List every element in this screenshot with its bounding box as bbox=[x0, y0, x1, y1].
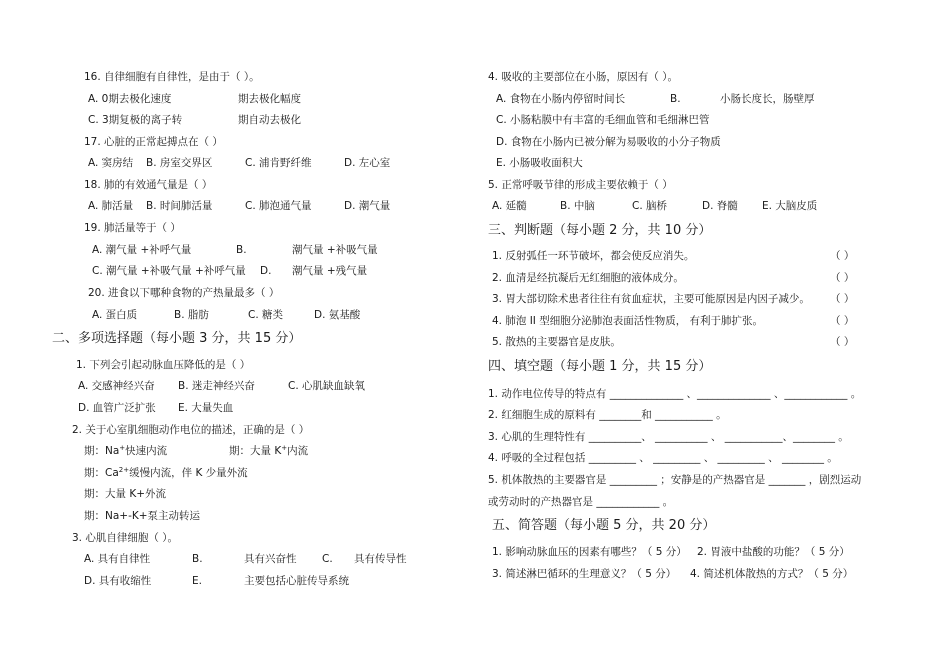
q19-option-b-label: B. bbox=[236, 244, 247, 256]
m5-option-b[interactable]: B. 中脑 bbox=[560, 200, 595, 212]
judge-item-3-answer[interactable]: （ ） bbox=[830, 293, 855, 305]
q17-option-c[interactable]: C. 浦肯野纤维 bbox=[245, 157, 312, 169]
m2-option-4[interactable]: 期：大量 K+外流 bbox=[84, 488, 167, 500]
fill-item-1[interactable]: 1. 动作电位传导的特点有 ______________ 、______________ 、____________ 。 bbox=[488, 388, 862, 400]
q19-option-a[interactable]: A. 潮气量 +补呼气量 bbox=[92, 244, 192, 256]
m2-option-1[interactable]: 期：Na+快速内流 bbox=[84, 444, 168, 457]
q18-option-c[interactable]: C. 肺泡通气量 bbox=[245, 200, 312, 212]
m5-option-e[interactable]: E. 大脑皮质 bbox=[762, 200, 818, 212]
short-answer-3: 3. 简述淋巴循环的生理意义？（ 5 分） bbox=[492, 568, 677, 580]
m3-option-b[interactable]: 具有兴奋性 bbox=[244, 553, 297, 565]
section3-heading: 三、判断题（每小题 2 分，共 10 分） bbox=[488, 223, 712, 238]
fill-item-5-continued[interactable]: 或劳动时的产热器官是 ____________ 。 bbox=[488, 496, 674, 508]
m5-option-c[interactable]: C. 脑桥 bbox=[632, 200, 668, 212]
q17-option-a[interactable]: A. 窦房结 bbox=[88, 157, 134, 169]
judge-item-4-answer[interactable]: （ ） bbox=[830, 315, 855, 327]
judge-item-5-text: 5. 散热的主要器官是皮肤。 bbox=[492, 336, 621, 348]
m4-option-e[interactable]: E. 小肠吸收面积大 bbox=[496, 157, 583, 169]
q17-option-d[interactable]: D. 左心室 bbox=[344, 157, 391, 169]
m3-option-c[interactable]: 具有传导性 bbox=[354, 553, 407, 565]
q18-stem: 18. 肺的有效通气量是（ ） bbox=[84, 179, 213, 191]
m5-stem: 5. 正常呼吸节律的形成主要依赖于（ ） bbox=[488, 179, 673, 191]
q17-option-b[interactable]: B. 房室交界区 bbox=[146, 157, 213, 169]
q18-option-d[interactable]: D. 潮气量 bbox=[344, 200, 391, 212]
m1-option-c[interactable]: C. 心肌缺血缺氧 bbox=[288, 380, 366, 392]
judge-item-2-answer[interactable]: （ ） bbox=[830, 272, 855, 284]
m2-stem: 2. 关于心室肌细胞动作电位的描述，正确的是（ ） bbox=[72, 424, 310, 436]
m4-option-b-label: B. bbox=[670, 93, 681, 105]
fill-item-4[interactable]: 4. 呼吸的全过程包括 _________ 、 _________ 、 _________ 、 ________ 。 bbox=[488, 452, 838, 464]
judge-item-3-text: 3. 胃大部切除术患者往往有贫血症状，主要可能原因是内因子减少。 bbox=[492, 293, 810, 305]
fill-item-5[interactable]: 5. 机体散热的主要器官是 _________ ；安静是的产热器官是 _______ ，剧烈运动 bbox=[488, 474, 862, 486]
q16-stem: 16. 自律细胞有自律性，是由于（ ）。 bbox=[84, 71, 260, 83]
section2-heading: 二、多项选择题（每小题 3 分，共 15 分） bbox=[52, 331, 302, 346]
judge-item-5-answer[interactable]: （ ） bbox=[830, 336, 855, 348]
section4-heading: 四、填空题（每小题 1 分，共 15 分） bbox=[488, 359, 712, 374]
judge-item-1-text: 1. 反射弧任一环节破坏，都会使反应消失。 bbox=[492, 250, 695, 262]
m4-option-c[interactable]: C. 小肠粘膜中有丰富的毛细血管和毛细淋巴管 bbox=[496, 114, 710, 126]
section5-heading: 五、简答题（每小题 5 分，共 20 分） bbox=[492, 518, 716, 533]
q19-option-d[interactable]: 潮气量 +残气量 bbox=[292, 265, 368, 277]
m3-option-e[interactable]: 主要包括心脏传导系统 bbox=[244, 575, 349, 587]
m4-option-a[interactable]: A. 食物在小肠内停留时间长 bbox=[496, 93, 626, 105]
m3-option-b-label: B. bbox=[192, 553, 203, 565]
m1-option-d[interactable]: D. 血管广泛扩张 bbox=[78, 402, 156, 414]
judge-item-1-answer[interactable]: （ ） bbox=[830, 250, 855, 262]
m3-stem: 3. 心肌自律细胞（ ）。 bbox=[72, 532, 178, 544]
m4-option-d[interactable]: D. 食物在小肠内已被分解为易吸收的小分子物质 bbox=[496, 136, 721, 148]
q16-option-b[interactable]: 期去极化幅度 bbox=[238, 93, 301, 105]
q19-option-b[interactable]: 潮气量 +补吸气量 bbox=[292, 244, 378, 256]
m4-stem: 4. 吸收的主要部位在小肠，原因有（ ）。 bbox=[488, 71, 678, 83]
m3-option-a[interactable]: A. 具有自律性 bbox=[84, 553, 151, 565]
m2-option-2[interactable]: 期：大量 K+内流 bbox=[229, 444, 309, 457]
m1-option-b[interactable]: B. 迷走神经兴奋 bbox=[178, 380, 255, 392]
m3-option-c-label: C. bbox=[322, 553, 333, 565]
q19-option-c[interactable]: C. 潮气量 +补吸气量 +补呼气量 bbox=[92, 265, 246, 277]
m1-option-e[interactable]: E. 大量失血 bbox=[178, 402, 234, 414]
m2-option-3[interactable]: 期：$Ca^{2+}$缓慢内流，伴 K 少量外流 bbox=[84, 466, 248, 479]
m1-option-a[interactable]: A. 交感神经兴奋 bbox=[78, 380, 155, 392]
short-answer-1: 1. 影响动脉血压的因素有哪些？（ 5 分） bbox=[492, 546, 687, 558]
q16-option-a[interactable]: A. 0期去极化速度 bbox=[88, 93, 172, 105]
q19-option-d-label: D. bbox=[260, 265, 272, 277]
q16-option-d[interactable]: 期自动去极化 bbox=[238, 114, 301, 126]
short-answer-4: 4. 简述机体散热的方式？（ 5 分） bbox=[690, 568, 854, 580]
m5-option-a[interactable]: A. 延髓 bbox=[492, 200, 527, 212]
q19-stem: 19. 肺活量等于（ ） bbox=[84, 222, 181, 234]
m4-option-b[interactable]: 小肠长度长，肠壁厚 bbox=[720, 93, 815, 105]
judge-item-4-text: 4. 肺泡 II 型细胞分泌肺泡表面活性物质， 有利于肺扩张。 bbox=[492, 315, 764, 327]
fill-item-2[interactable]: 2. 红细胞生成的原料有 ________和 ___________ 。 bbox=[488, 409, 727, 421]
q16-option-c[interactable]: C. 3期复极的离子转 bbox=[88, 114, 183, 126]
m3-option-e-label: E. bbox=[192, 575, 202, 587]
q20-option-a[interactable]: A. 蛋白质 bbox=[92, 309, 138, 321]
m1-stem: 1. 下列会引起动脉血压降低的是（ ） bbox=[76, 359, 251, 371]
q20-option-d[interactable]: D. 氨基酸 bbox=[314, 309, 361, 321]
q18-option-b[interactable]: B. 时间肺活量 bbox=[146, 200, 213, 212]
m5-option-d[interactable]: D. 脊髓 bbox=[702, 200, 738, 212]
q17-stem: 17. 心脏的正常起搏点在（ ） bbox=[84, 136, 223, 148]
fill-item-3[interactable]: 3. 心肌的生理特性有 __________、 __________ 、 ___________、________ 。 bbox=[488, 431, 849, 443]
m2-option-5[interactable]: 期：Na+-K+泵主动转运 bbox=[84, 510, 201, 522]
q20-option-c[interactable]: C. 糖类 bbox=[248, 309, 284, 321]
q20-stem: 20. 进食以下哪种食物的产热量最多（ ） bbox=[88, 287, 280, 299]
q20-option-b[interactable]: B. 脂肪 bbox=[174, 309, 209, 321]
q18-option-a[interactable]: A. 肺活量 bbox=[88, 200, 134, 212]
judge-item-2-text: 2. 血清是经抗凝后无红细胞的液体成分。 bbox=[492, 272, 684, 284]
short-answer-2: 2. 胃液中盐酸的功能？（ 5 分） bbox=[697, 546, 850, 558]
m3-option-d[interactable]: D. 具有收缩性 bbox=[84, 575, 152, 587]
